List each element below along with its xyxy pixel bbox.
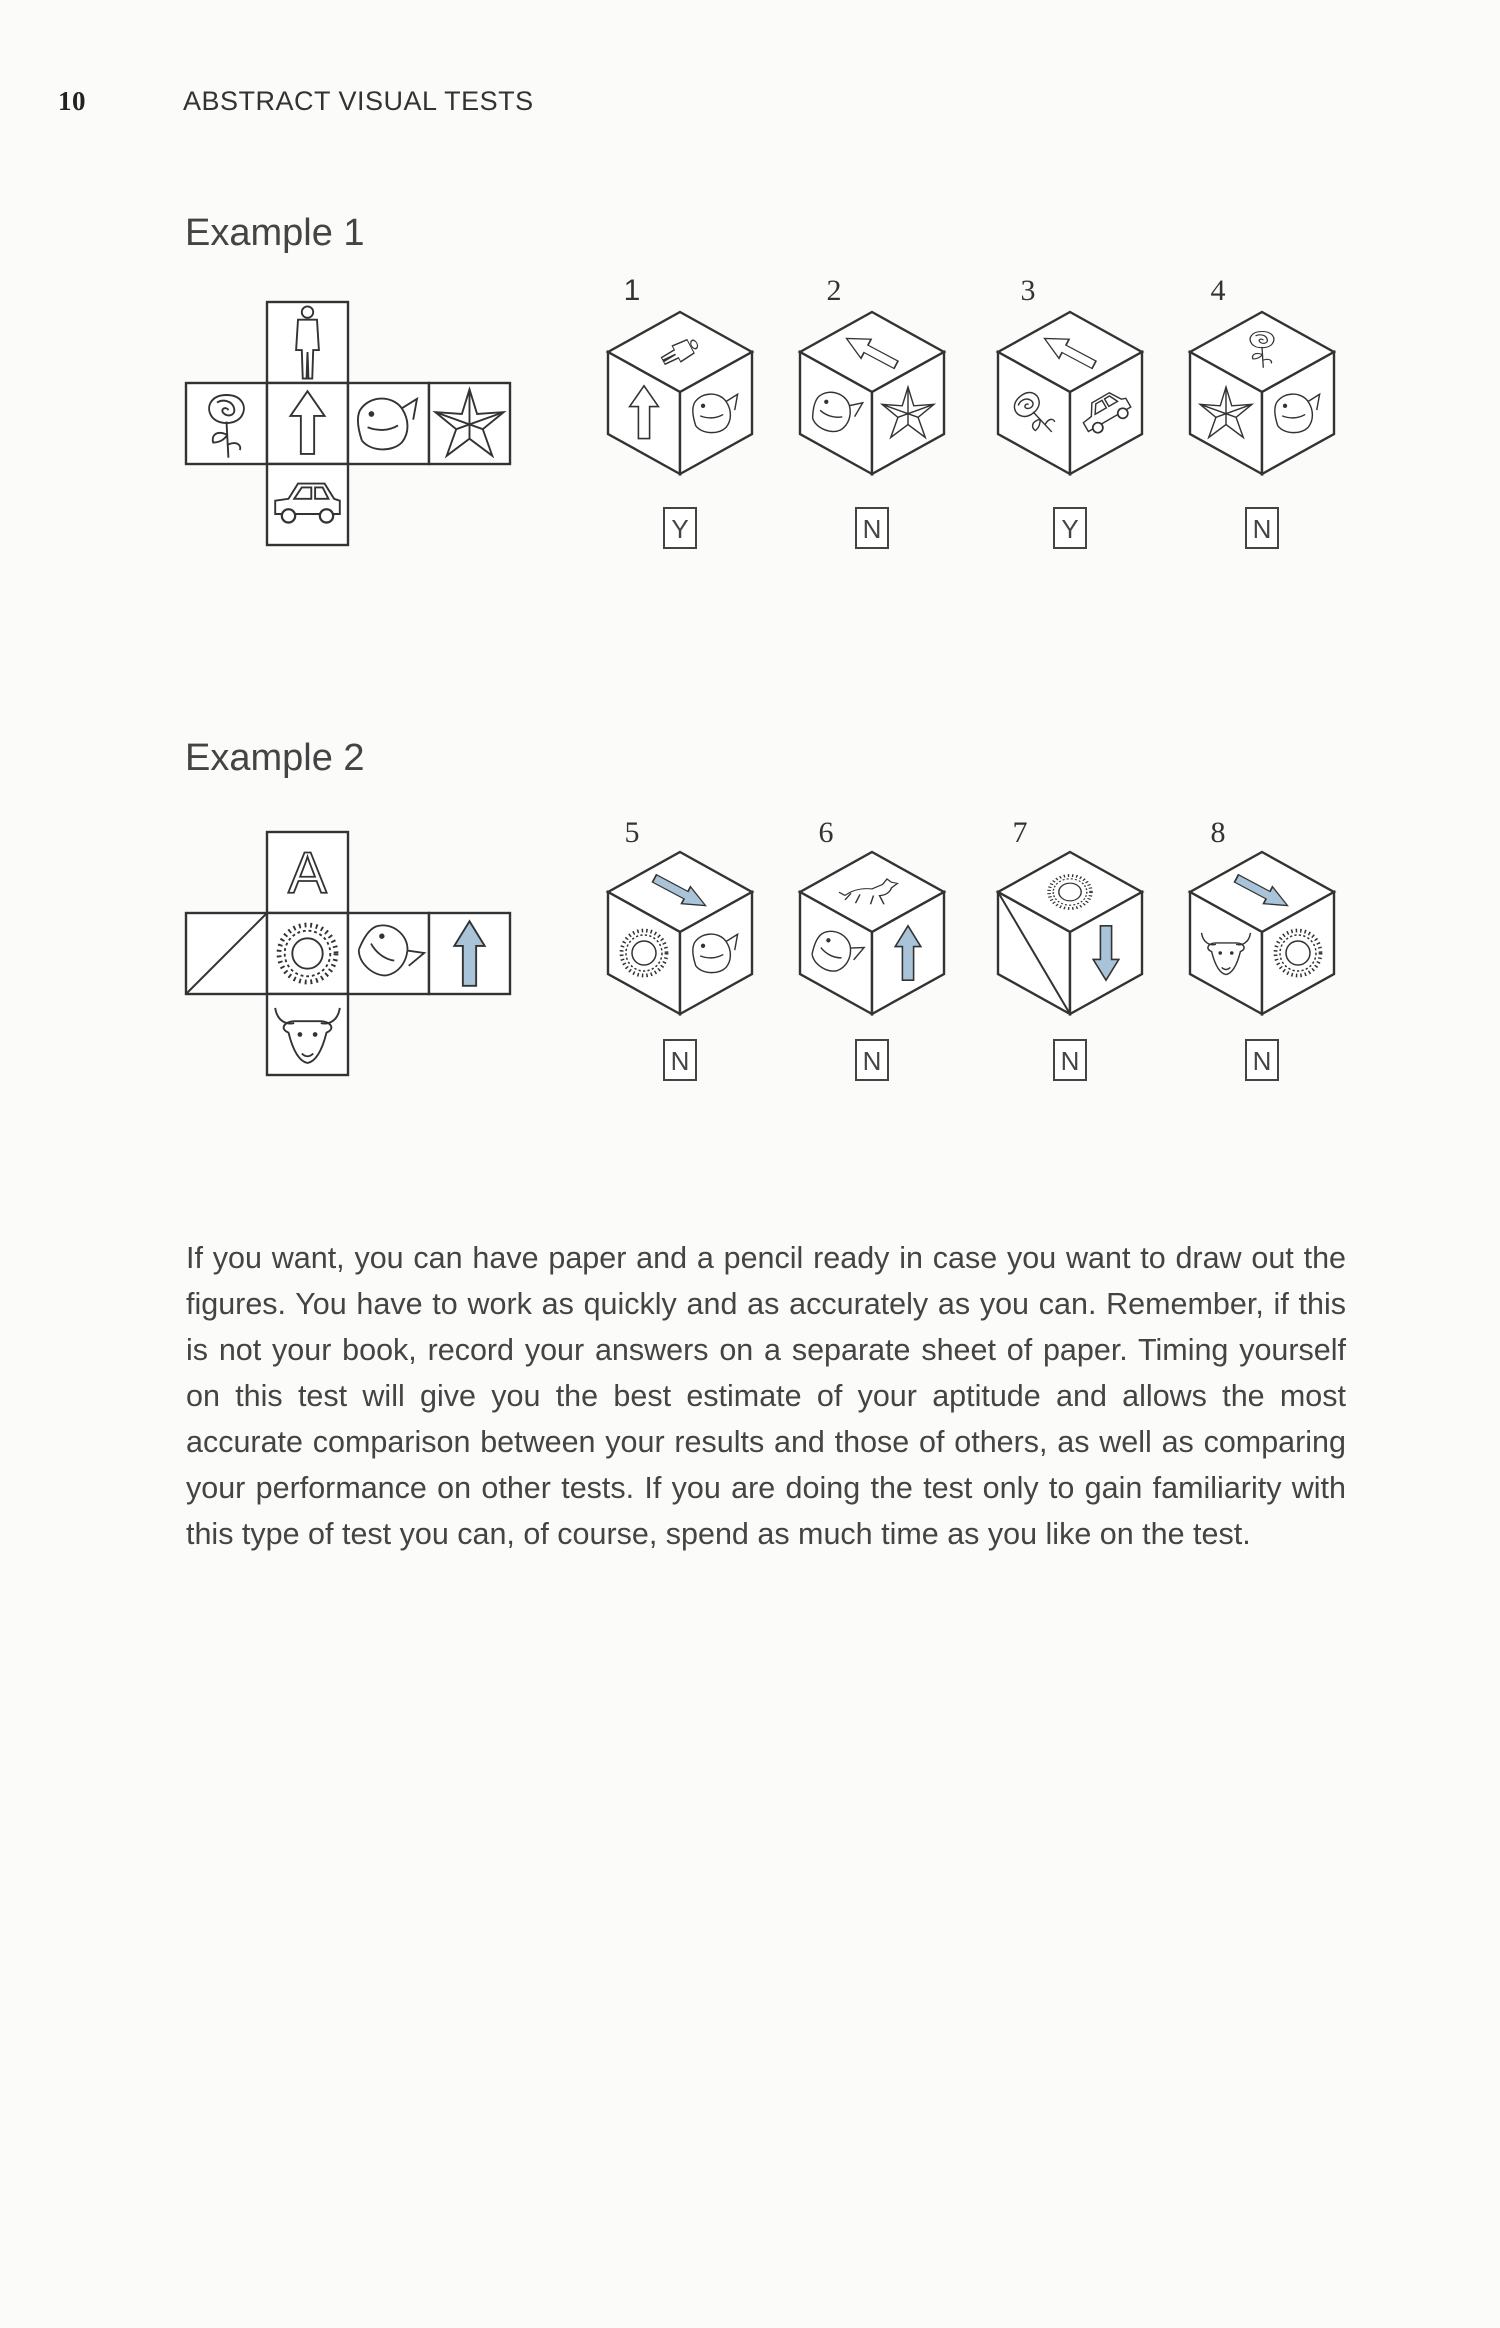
net-face-car <box>267 464 348 545</box>
page-header <box>58 86 534 117</box>
answer-letter: Y <box>671 514 689 544</box>
answer-letter: N <box>1252 1046 1272 1076</box>
running-title: ABSTRACT VISUAL TESTS <box>183 86 534 116</box>
cube-number: 8 <box>1210 816 1226 849</box>
cube-number: 4 <box>1210 274 1226 307</box>
example-1-net <box>186 302 510 545</box>
answer-letter: N <box>862 1046 882 1076</box>
answer-letter: N <box>1252 514 1272 544</box>
example-2-net <box>186 832 510 1075</box>
cube-number: 2 <box>826 274 842 307</box>
example-2-cube-6 <box>800 816 944 1080</box>
net-face-arrow <box>267 383 348 464</box>
example-2-figure <box>0 800 1500 1100</box>
net-face-fish <box>348 383 429 464</box>
answer-letter: N <box>1060 1046 1080 1076</box>
example-2-cube-7 <box>998 816 1142 1080</box>
answer-letter: N <box>670 1046 690 1076</box>
cube-number: 3 <box>1020 274 1036 307</box>
example-2-title: Example 2 <box>185 736 365 779</box>
cube-number: 1 <box>623 274 641 307</box>
cube-number: 5 <box>624 816 640 849</box>
example-1-cube-3 <box>998 274 1142 548</box>
example-1-cube-4 <box>1190 274 1334 548</box>
answer-letter: N <box>862 514 882 544</box>
page-number: 10 <box>58 86 86 116</box>
example-1-figure <box>0 270 1500 570</box>
answer-letter: Y <box>1061 514 1079 544</box>
example-1-cube-2 <box>800 274 944 548</box>
cube-number: 6 <box>818 816 834 849</box>
instructions-paragraph: If you want, you can have paper and a pencil ready in case you want to draw out the figures. You have to work as quickly and as accurately as you can. Remember, if this is not your book, record your answers on a separate sheet of paper. Timing yourself on this test will give you the best estimate of your aptitude and allows the most accurate comparison between your results and those of others, as well as comparing your performance on other tests. If you are doing the test only to gain familiarity with this type of test you can, of course, spend as much time as you like on the test. <box>186 1241 1346 1551</box>
example-1-cube-1 <box>608 274 752 548</box>
example-1-title: Example 1 <box>185 211 365 254</box>
cube-number: 7 <box>1012 816 1028 849</box>
example-2-cube-8 <box>1190 816 1334 1080</box>
example-2-cube-5 <box>608 816 752 1080</box>
letter-a-icon: A <box>288 841 327 906</box>
